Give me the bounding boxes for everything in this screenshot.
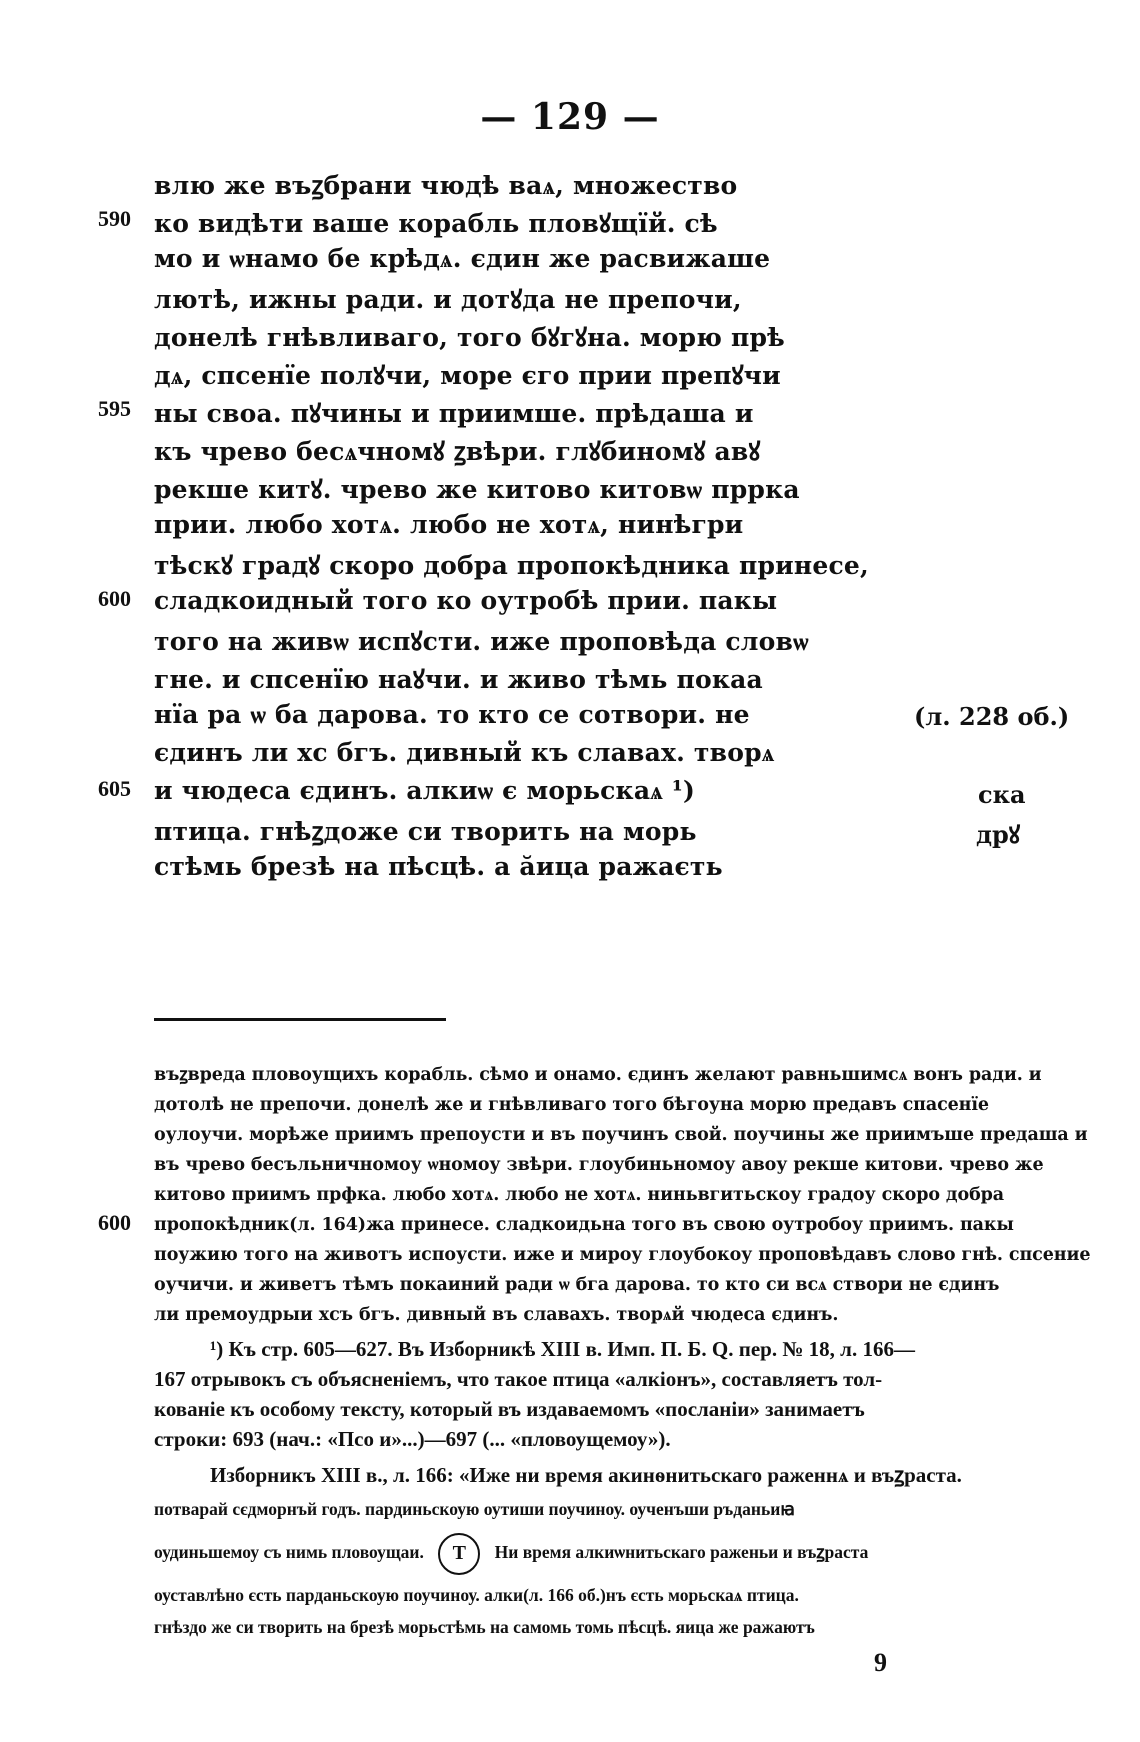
text-line: прии. любо хотѧ. любо не хотѧ, нинѣгри	[154, 510, 744, 539]
footnote-line: 167 отрывокъ съ объясненiемъ, что такое птица «алкiонъ», составляетъ тол-	[154, 1367, 883, 1391]
footnote-line-with-badge	[154, 1530, 1034, 1574]
text-line: нїа ра ѡ ба дарова. то кто се сотвори. не	[154, 700, 750, 729]
text-line: гне. и спсенїю наꙋчи. и живо тѣмь покаа	[154, 665, 763, 694]
footnote-line: оуставлѣно єсть парданьскоую поучиноу. алки(л. 166 об.)нъ єсть морьскаѧ птица.	[154, 1585, 799, 1605]
text-line: лютѣ, ижны ради. и дотꙋда не препочи,	[154, 285, 742, 314]
text-line: влю же въꙁбрани чюдѣ ваѧ, множество	[154, 171, 738, 200]
text-line: ко видѣти ваше корабль пловꙋщїй. сѣ	[154, 209, 718, 238]
line-number: 600	[98, 1210, 131, 1235]
footnote-text: оудиньшемоу съ нимь пловоущаи.	[154, 1542, 424, 1562]
variant-line: ли премоудрыи хсъ бгъ. дивный въ славахъ. творѧй чюдеса єдинъ.	[154, 1305, 839, 1325]
footnote-line: гнѣздо же си творить на брезѣ морьстѣмь на самомь томь пѣсцѣ. яица же ражаютъ	[154, 1617, 815, 1637]
footnote-line: Изборникъ XIII в., л. 166: «Иже ни время акинѳнитьскаго раженнѧ и въꙁраста.	[210, 1463, 962, 1487]
variant-line: дотолѣ не препочи. донелѣ же и гнѣвливаго того бѣгоуна морю предавъ спасенїе	[154, 1095, 989, 1115]
margin-folio-note: (л. 228 об.)	[914, 702, 1070, 731]
variant-line: поужию того на животъ испоусти. иже и мироу глоубокоу проповѣдавъ слово гнѣ. спсение	[154, 1245, 1091, 1265]
text-line: и чюдеса єдинъ. алкиѡ є морьскаѧ ¹)	[154, 776, 695, 805]
footnote-line: кованiе къ особому тексту, который въ издаваемомъ «посланiи» занимаетъ	[154, 1397, 865, 1421]
text-line: дѧ, спсенїе полꙋчи, море єго прии препꙋчи	[154, 361, 781, 390]
footnote-separator	[154, 1018, 446, 1021]
text-line: єдинъ ли хс бгъ. дивный къ славах. творѧ	[154, 738, 775, 767]
text-line: стѣмь брезѣ на пѣсцѣ. а ӑица ражаєть	[154, 852, 723, 881]
variant-line: китово приимъ прфка. любо хотѧ. любо не хотѧ. ниньвгитьскоу градоу скоро добра	[154, 1185, 1005, 1205]
text-line: рекше китꙋ. чрево же китово китовѡ пррка	[154, 475, 800, 504]
line-number: 595	[98, 396, 131, 421]
footnote-line: потварай сєдморнъй годъ. пардиньскоую оутиши поучиноу. оученъши ръданьиꙗ	[154, 1499, 796, 1519]
footnote-line: строки: 693 (нач.: «Псо и»...)—697 (... «пловоущемоу»).	[154, 1427, 671, 1451]
variant-line: оулоучи. морѣже приимъ препоусти и въ поучинъ свой. поучины же приимъше предаша и	[154, 1125, 1088, 1145]
line-number: 600	[98, 586, 131, 611]
variant-line: оучичи. и живетъ тѣмъ покаиний ради ѡ бга дарова. то кто си всѧ створи не єдинъ	[154, 1275, 1000, 1295]
line-number: 590	[98, 206, 131, 231]
text-line: тѣскꙋ градꙋ скоро добра пропокѣдника принесе,	[154, 551, 869, 580]
text-line: птица. гнѣꙁдоже си творить на морь	[154, 817, 697, 846]
margin-note: ска	[978, 780, 1026, 809]
text-line: ны своа. пꙋчины и приимше. прѣдаша и	[154, 399, 754, 428]
footnote-text: Ни время алкиѡнитьскаго раженьи и въꙁраста	[494, 1542, 869, 1562]
variant-line: въꙁвреда пловоущихъ корабль. сѣмо и онамо. єдинъ желают равньшимсѧ вонъ ради. и	[154, 1065, 1042, 1085]
footnote-line: ¹) Къ стр. 605—627. Въ Изборникѣ XIII в. Имп. П. Б. Q. пер. № 18, л. 166—	[210, 1337, 915, 1361]
variant-line: въ чрево бесъльничномоу ѡномоу звѣри. глоубиньномоу авоу рекше китови. чрево же	[154, 1155, 1044, 1175]
margin-note: дрꙋ	[976, 820, 1021, 849]
page-number: — 129 —	[480, 96, 660, 138]
circle-t-badge: Т	[438, 1533, 480, 1575]
text-line: къ чрево бесѧчномꙋ ꙁвѣри. глꙋбиномꙋ авꙋ	[154, 437, 761, 466]
variant-line: пропокѣдник(л. 164)жа принесе. сладкоидьна того въ свою оутробоу приимъ. пакы	[154, 1215, 1014, 1235]
text-line: того на живѡ испꙋсти. иже проповѣда словѡ	[154, 627, 809, 656]
text-line: мо и ѡнамо бе крѣдѧ. єдин же расвижаше	[154, 244, 771, 273]
text-line: донелѣ гнѣвливаго, того бꙋгꙋна. морю прѣ	[154, 323, 785, 352]
line-number: 605	[98, 776, 131, 801]
text-line: сладкоидный того ко оутробѣ прии. пакы	[154, 586, 778, 615]
signature-mark: 9	[874, 1648, 887, 1677]
